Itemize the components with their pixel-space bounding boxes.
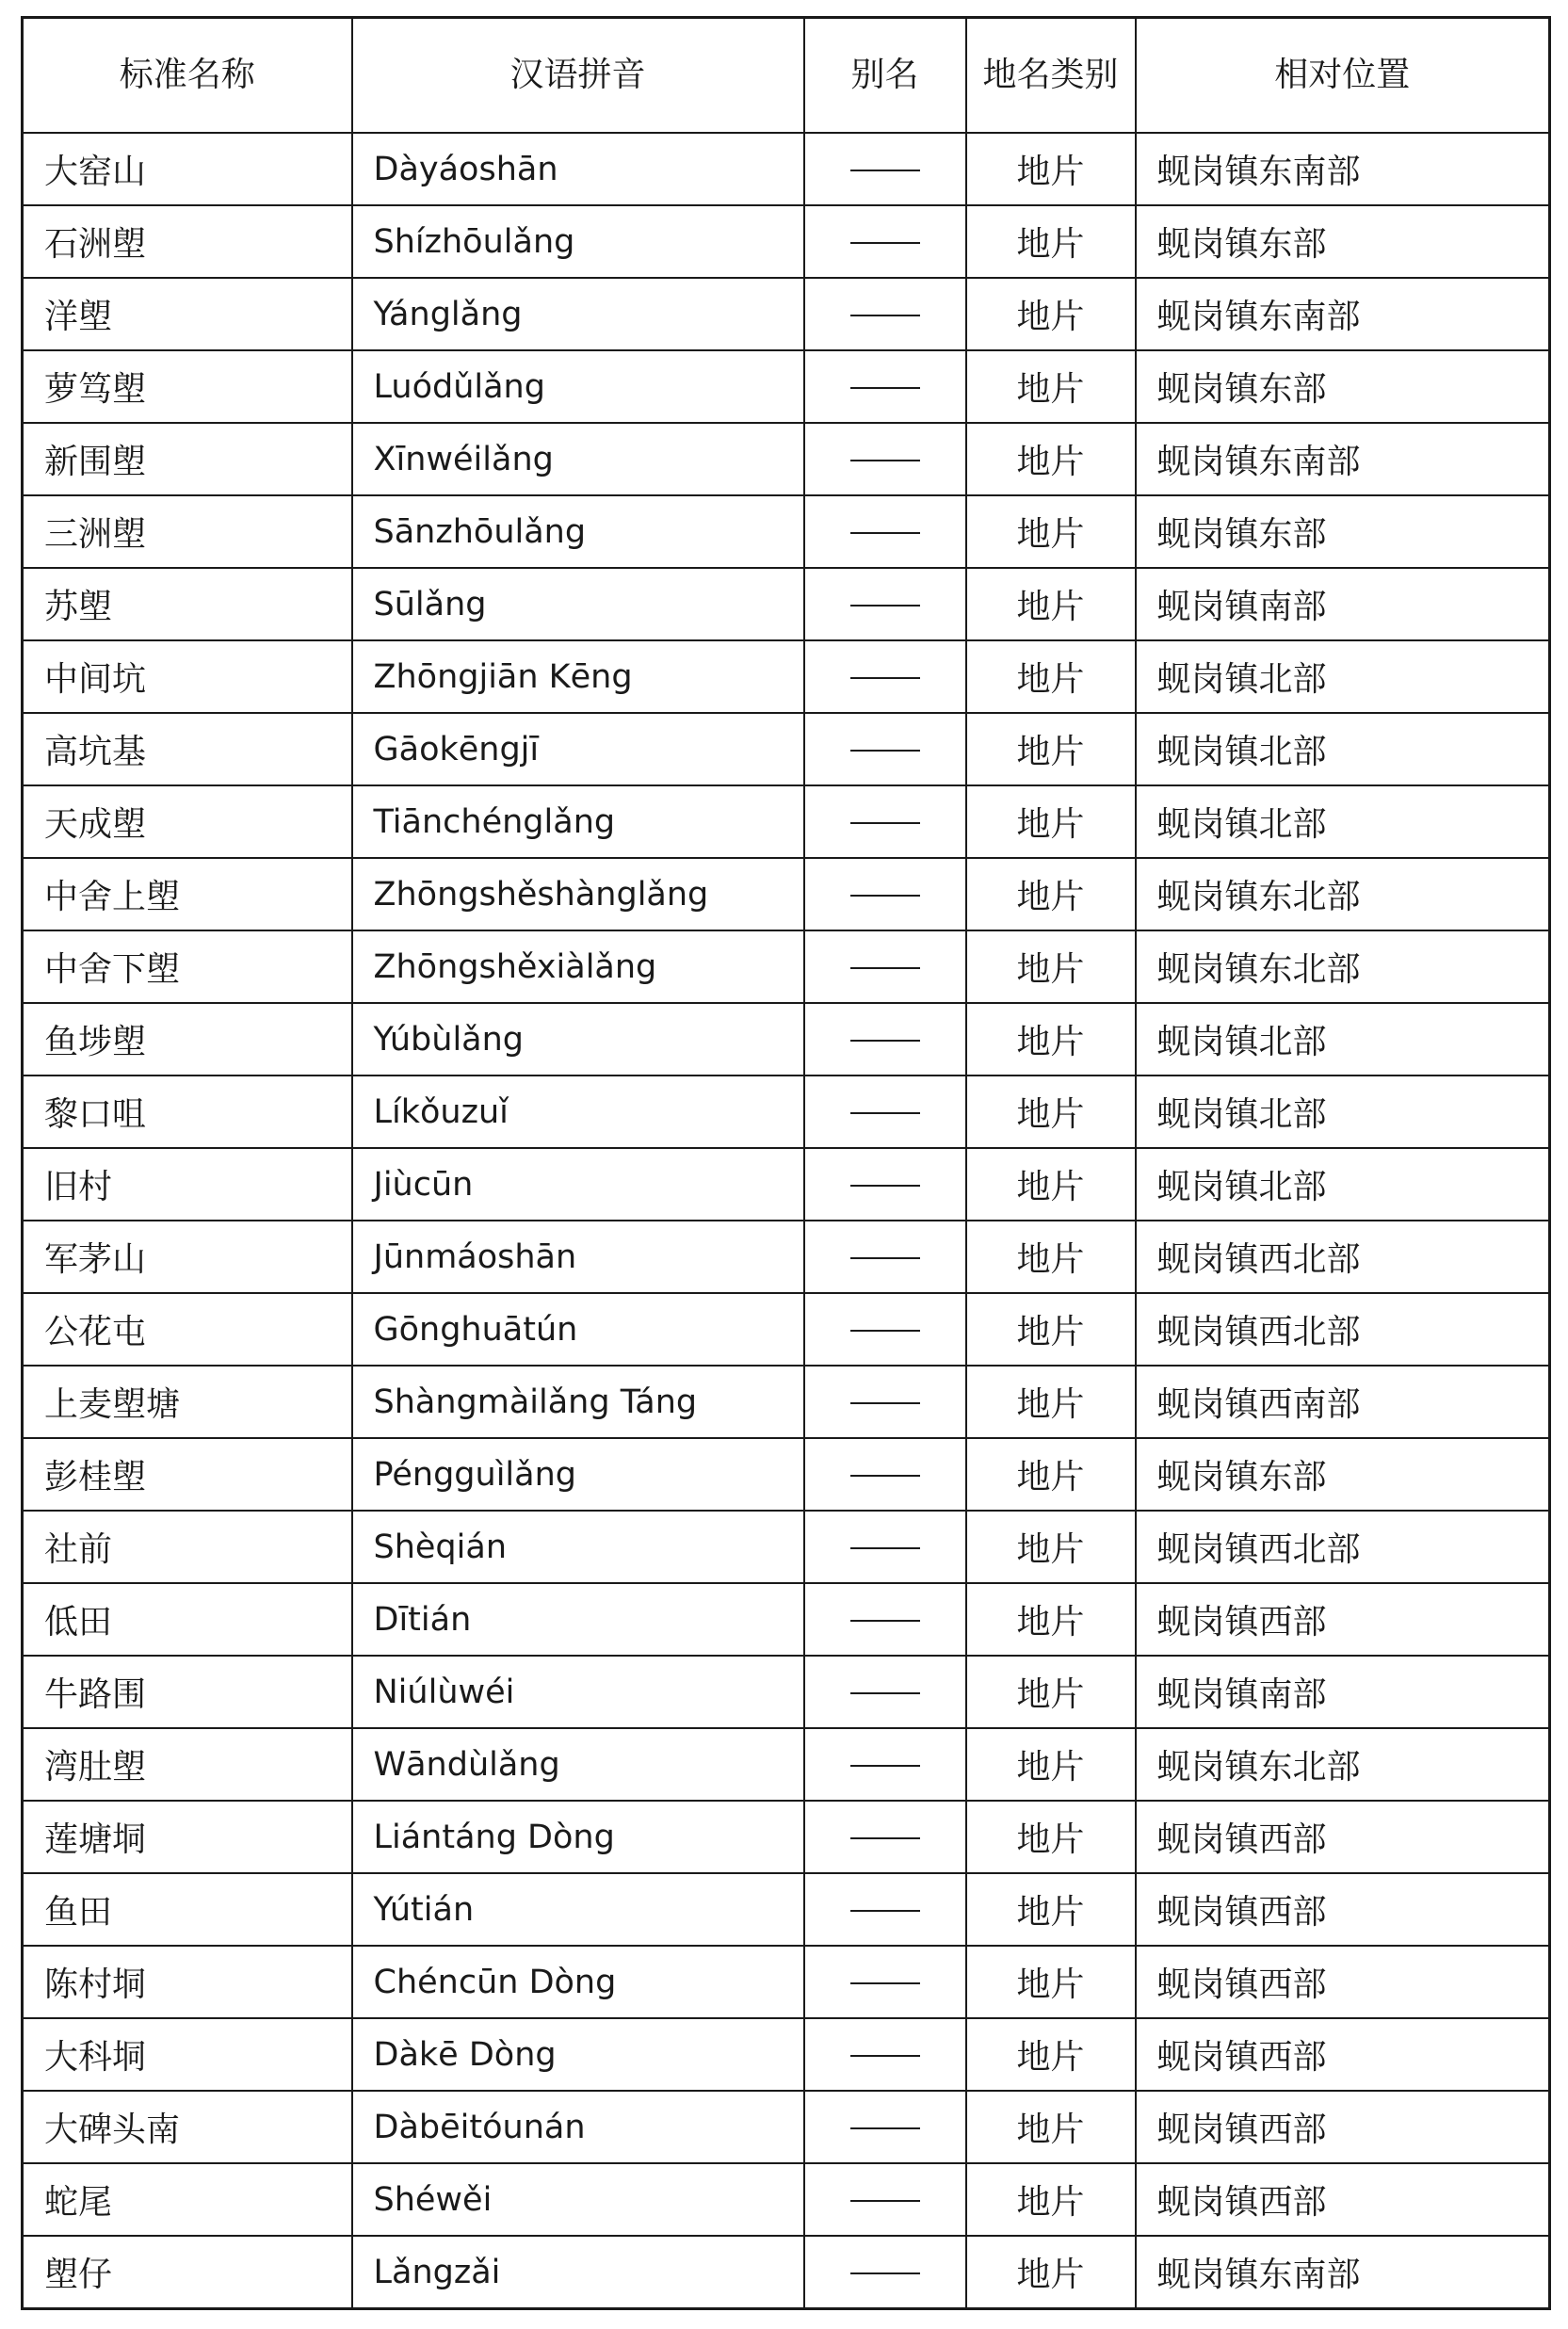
table-row <box>23 568 1550 640</box>
cell-alias <box>804 1366 966 1438</box>
cell-alias <box>804 1801 966 1873</box>
cell-relative-location: 蚬岗镇南部 <box>1136 1656 1550 1728</box>
cell-place-type: 地片 <box>966 1438 1136 1511</box>
cell-pinyin: Dàyáoshān <box>352 133 804 205</box>
cell-standard-name: 鱼埗塱 <box>23 1003 352 1076</box>
alias-none-dash <box>850 1040 920 1042</box>
cell-alias <box>804 1148 966 1221</box>
alias-none-dash <box>850 2200 920 2202</box>
cell-place-type: 地片 <box>966 133 1136 205</box>
cell-relative-location: 蚬岗镇北部 <box>1136 1076 1550 1148</box>
cell-alias <box>804 1221 966 1293</box>
cell-standard-name: 天成塱 <box>23 785 352 858</box>
place-name-table <box>21 16 1551 2310</box>
cell-standard-name: 社前 <box>23 1511 352 1583</box>
cell-relative-location: 蚬岗镇西部 <box>1136 1801 1550 1873</box>
cell-alias <box>804 930 966 1003</box>
cell-pinyin: Dītián <box>352 1583 804 1656</box>
cell-alias <box>804 2236 966 2309</box>
alias-none-dash <box>850 1185 920 1187</box>
cell-standard-name: 三洲塱 <box>23 495 352 568</box>
header-alias: 别名 <box>804 18 966 134</box>
table-row <box>23 785 1550 858</box>
cell-pinyin: Shàngmàilǎng Táng <box>352 1366 804 1438</box>
table-row <box>23 423 1550 495</box>
cell-place-type: 地片 <box>966 568 1136 640</box>
alias-none-dash <box>850 1330 920 1332</box>
cell-relative-location: 蚬岗镇东南部 <box>1136 2236 1550 2309</box>
cell-place-type: 地片 <box>966 785 1136 858</box>
cell-relative-location: 蚬岗镇东南部 <box>1136 423 1550 495</box>
table-header <box>23 18 1550 134</box>
cell-place-type: 地片 <box>966 1583 1136 1656</box>
alias-none-dash <box>850 242 920 244</box>
cell-standard-name: 新围塱 <box>23 423 352 495</box>
table-row <box>23 1003 1550 1076</box>
table-row <box>23 1366 1550 1438</box>
cell-relative-location: 蚬岗镇北部 <box>1136 1148 1550 1221</box>
alias-none-dash <box>850 170 920 171</box>
cell-pinyin: Tiānchénglǎng <box>352 785 804 858</box>
cell-relative-location: 蚬岗镇东南部 <box>1136 278 1550 350</box>
cell-alias <box>804 278 966 350</box>
table-body <box>23 133 1550 2309</box>
alias-none-dash <box>850 967 920 969</box>
cell-alias <box>804 1293 966 1366</box>
table-row <box>23 1076 1550 1148</box>
alias-none-dash <box>850 750 920 752</box>
table-row <box>23 1293 1550 1366</box>
cell-standard-name: 中舍下塱 <box>23 930 352 1003</box>
cell-standard-name: 大碑头南 <box>23 2091 352 2163</box>
cell-relative-location: 蚬岗镇西北部 <box>1136 1221 1550 1293</box>
table-row <box>23 1728 1550 1801</box>
cell-relative-location: 蚬岗镇东北部 <box>1136 858 1550 930</box>
cell-relative-location: 蚬岗镇东部 <box>1136 495 1550 568</box>
cell-pinyin: Liántáng Dòng <box>352 1801 804 1873</box>
cell-place-type: 地片 <box>966 2018 1136 2091</box>
cell-place-type: 地片 <box>966 350 1136 423</box>
cell-relative-location: 蚬岗镇东北部 <box>1136 1728 1550 1801</box>
cell-place-type: 地片 <box>966 1221 1136 1293</box>
cell-alias <box>804 568 966 640</box>
cell-pinyin: Shízhōulǎng <box>352 205 804 278</box>
alias-none-dash <box>850 2127 920 2129</box>
cell-place-type: 地片 <box>966 1366 1136 1438</box>
alias-none-dash <box>850 895 920 897</box>
alias-none-dash <box>850 1475 920 1477</box>
cell-standard-name: 苏塱 <box>23 568 352 640</box>
cell-standard-name: 中舍上塱 <box>23 858 352 930</box>
cell-relative-location: 蚬岗镇北部 <box>1136 713 1550 785</box>
cell-standard-name: 塱仔 <box>23 2236 352 2309</box>
cell-pinyin: Gōnghuātún <box>352 1293 804 1366</box>
cell-pinyin: Sūlǎng <box>352 568 804 640</box>
cell-place-type: 地片 <box>966 1801 1136 1873</box>
cell-standard-name: 大窑山 <box>23 133 352 205</box>
alias-none-dash <box>850 1910 920 1912</box>
cell-pinyin: Dàbēitóunán <box>352 2091 804 2163</box>
cell-standard-name: 洋塱 <box>23 278 352 350</box>
cell-pinyin: Niúlùwéi <box>352 1656 804 1728</box>
cell-relative-location: 蚬岗镇西北部 <box>1136 1511 1550 1583</box>
cell-pinyin: Yútián <box>352 1873 804 1946</box>
cell-alias <box>804 1511 966 1583</box>
cell-standard-name: 湾肚塱 <box>23 1728 352 1801</box>
cell-standard-name: 萝笃塱 <box>23 350 352 423</box>
header-relative-location: 相对位置 <box>1136 18 1550 134</box>
cell-relative-location: 蚬岗镇北部 <box>1136 1003 1550 1076</box>
cell-relative-location: 蚬岗镇东部 <box>1136 1438 1550 1511</box>
cell-standard-name: 蛇尾 <box>23 2163 352 2236</box>
alias-none-dash <box>850 1112 920 1114</box>
cell-relative-location: 蚬岗镇西南部 <box>1136 1366 1550 1438</box>
table-row <box>23 2018 1550 2091</box>
cell-pinyin: Zhōngshěxiàlǎng <box>352 930 804 1003</box>
table-row <box>23 205 1550 278</box>
table-row <box>23 1873 1550 1946</box>
cell-alias <box>804 495 966 568</box>
cell-standard-name: 大科垌 <box>23 2018 352 2091</box>
cell-relative-location: 蚬岗镇东部 <box>1136 350 1550 423</box>
cell-relative-location: 蚬岗镇北部 <box>1136 785 1550 858</box>
cell-pinyin: Líkǒuzuǐ <box>352 1076 804 1148</box>
cell-place-type: 地片 <box>966 1076 1136 1148</box>
alias-none-dash <box>850 822 920 824</box>
cell-relative-location: 蚬岗镇东南部 <box>1136 133 1550 205</box>
alias-none-dash <box>850 1837 920 1839</box>
alias-none-dash <box>850 532 920 534</box>
cell-alias <box>804 2091 966 2163</box>
alias-none-dash <box>850 677 920 679</box>
table-row <box>23 278 1550 350</box>
cell-standard-name: 黎口咀 <box>23 1076 352 1148</box>
alias-none-dash <box>850 1765 920 1767</box>
cell-relative-location: 蚬岗镇西部 <box>1136 2018 1550 2091</box>
table-row <box>23 1221 1550 1293</box>
table-row <box>23 1656 1550 1728</box>
cell-alias <box>804 1873 966 1946</box>
cell-alias <box>804 350 966 423</box>
cell-standard-name: 公花屯 <box>23 1293 352 1366</box>
cell-standard-name: 石洲塱 <box>23 205 352 278</box>
cell-relative-location: 蚬岗镇南部 <box>1136 568 1550 640</box>
cell-alias <box>804 1728 966 1801</box>
cell-standard-name: 陈村垌 <box>23 1946 352 2018</box>
cell-relative-location: 蚬岗镇西部 <box>1136 1873 1550 1946</box>
table-row <box>23 1148 1550 1221</box>
cell-pinyin: Wāndùlǎng <box>352 1728 804 1801</box>
cell-place-type: 地片 <box>966 713 1136 785</box>
table-row <box>23 1946 1550 2018</box>
table-row <box>23 858 1550 930</box>
cell-alias <box>804 785 966 858</box>
cell-place-type: 地片 <box>966 1873 1136 1946</box>
cell-pinyin: Lǎngzǎi <box>352 2236 804 2309</box>
header-row <box>23 18 1550 134</box>
header-standard-name: 标准名称 <box>23 18 352 134</box>
cell-place-type: 地片 <box>966 1728 1136 1801</box>
table-row <box>23 713 1550 785</box>
cell-relative-location: 蚬岗镇东北部 <box>1136 930 1550 1003</box>
alias-none-dash <box>850 2055 920 2057</box>
table-row <box>23 1438 1550 1511</box>
cell-place-type: 地片 <box>966 1656 1136 1728</box>
cell-place-type: 地片 <box>966 1946 1136 2018</box>
cell-alias <box>804 1003 966 1076</box>
alias-none-dash <box>850 1547 920 1549</box>
cell-alias <box>804 640 966 713</box>
cell-place-type: 地片 <box>966 278 1136 350</box>
cell-pinyin: Zhōngshěshànglǎng <box>352 858 804 930</box>
alias-none-dash <box>850 387 920 389</box>
table-row <box>23 133 1550 205</box>
cell-standard-name: 彭桂塱 <box>23 1438 352 1511</box>
table-row <box>23 2163 1550 2236</box>
alias-none-dash <box>850 605 920 607</box>
cell-place-type: 地片 <box>966 2163 1136 2236</box>
alias-none-dash <box>850 315 920 316</box>
cell-alias <box>804 858 966 930</box>
table-row <box>23 495 1550 568</box>
cell-pinyin: Dàkē Dòng <box>352 2018 804 2091</box>
cell-alias <box>804 2018 966 2091</box>
cell-place-type: 地片 <box>966 1293 1136 1366</box>
table-row <box>23 2236 1550 2309</box>
cell-standard-name: 高坑基 <box>23 713 352 785</box>
cell-standard-name: 牛路围 <box>23 1656 352 1728</box>
cell-place-type: 地片 <box>966 858 1136 930</box>
table-row <box>23 2091 1550 2163</box>
cell-pinyin: Péngguìlǎng <box>352 1438 804 1511</box>
alias-none-dash <box>850 2272 920 2274</box>
alias-none-dash <box>850 1402 920 1404</box>
cell-pinyin: Shéwěi <box>352 2163 804 2236</box>
cell-alias <box>804 1076 966 1148</box>
cell-place-type: 地片 <box>966 640 1136 713</box>
cell-alias <box>804 423 966 495</box>
table-row <box>23 350 1550 423</box>
cell-place-type: 地片 <box>966 1003 1136 1076</box>
cell-pinyin: Yúbùlǎng <box>352 1003 804 1076</box>
alias-none-dash <box>850 460 920 461</box>
cell-pinyin: Chéncūn Dòng <box>352 1946 804 2018</box>
cell-relative-location: 蚬岗镇西部 <box>1136 2163 1550 2236</box>
cell-relative-location: 蚬岗镇西部 <box>1136 1946 1550 2018</box>
alias-none-dash <box>850 1692 920 1694</box>
cell-relative-location: 蚬岗镇西北部 <box>1136 1293 1550 1366</box>
cell-place-type: 地片 <box>966 495 1136 568</box>
cell-alias <box>804 1583 966 1656</box>
header-pinyin: 汉语拼音 <box>352 18 804 134</box>
cell-alias <box>804 1946 966 2018</box>
cell-pinyin: Sānzhōulǎng <box>352 495 804 568</box>
cell-pinyin: Luódǔlǎng <box>352 350 804 423</box>
alias-none-dash <box>850 1257 920 1259</box>
cell-pinyin: Xīnwéilǎng <box>352 423 804 495</box>
cell-place-type: 地片 <box>966 2236 1136 2309</box>
cell-pinyin: Jiùcūn <box>352 1148 804 1221</box>
table-row <box>23 1801 1550 1873</box>
header-place-type: 地名类别 <box>966 18 1136 134</box>
cell-relative-location: 蚬岗镇西部 <box>1136 1583 1550 1656</box>
cell-standard-name: 军茅山 <box>23 1221 352 1293</box>
alias-none-dash <box>850 1982 920 1984</box>
cell-pinyin: Zhōngjiān Kēng <box>352 640 804 713</box>
cell-place-type: 地片 <box>966 1148 1136 1221</box>
alias-none-dash <box>850 1620 920 1622</box>
table-row <box>23 930 1550 1003</box>
table-row <box>23 1511 1550 1583</box>
cell-relative-location: 蚬岗镇北部 <box>1136 640 1550 713</box>
cell-alias <box>804 133 966 205</box>
cell-standard-name: 莲塘垌 <box>23 1801 352 1873</box>
cell-standard-name: 旧村 <box>23 1148 352 1221</box>
cell-relative-location: 蚬岗镇西部 <box>1136 2091 1550 2163</box>
cell-standard-name: 上麦塱塘 <box>23 1366 352 1438</box>
cell-pinyin: Jūnmáoshān <box>352 1221 804 1293</box>
cell-alias <box>804 1656 966 1728</box>
cell-standard-name: 鱼田 <box>23 1873 352 1946</box>
cell-alias <box>804 2163 966 2236</box>
cell-place-type: 地片 <box>966 930 1136 1003</box>
table-row <box>23 640 1550 713</box>
cell-alias <box>804 205 966 278</box>
cell-place-type: 地片 <box>966 423 1136 495</box>
cell-relative-location: 蚬岗镇东部 <box>1136 205 1550 278</box>
cell-standard-name: 低田 <box>23 1583 352 1656</box>
table-row <box>23 1583 1550 1656</box>
cell-alias <box>804 713 966 785</box>
cell-place-type: 地片 <box>966 205 1136 278</box>
cell-pinyin: Gāokēngjī <box>352 713 804 785</box>
cell-pinyin: Shèqián <box>352 1511 804 1583</box>
cell-pinyin: Yánglǎng <box>352 278 804 350</box>
cell-place-type: 地片 <box>966 1511 1136 1583</box>
cell-standard-name: 中间坑 <box>23 640 352 713</box>
cell-alias <box>804 1438 966 1511</box>
cell-place-type: 地片 <box>966 2091 1136 2163</box>
